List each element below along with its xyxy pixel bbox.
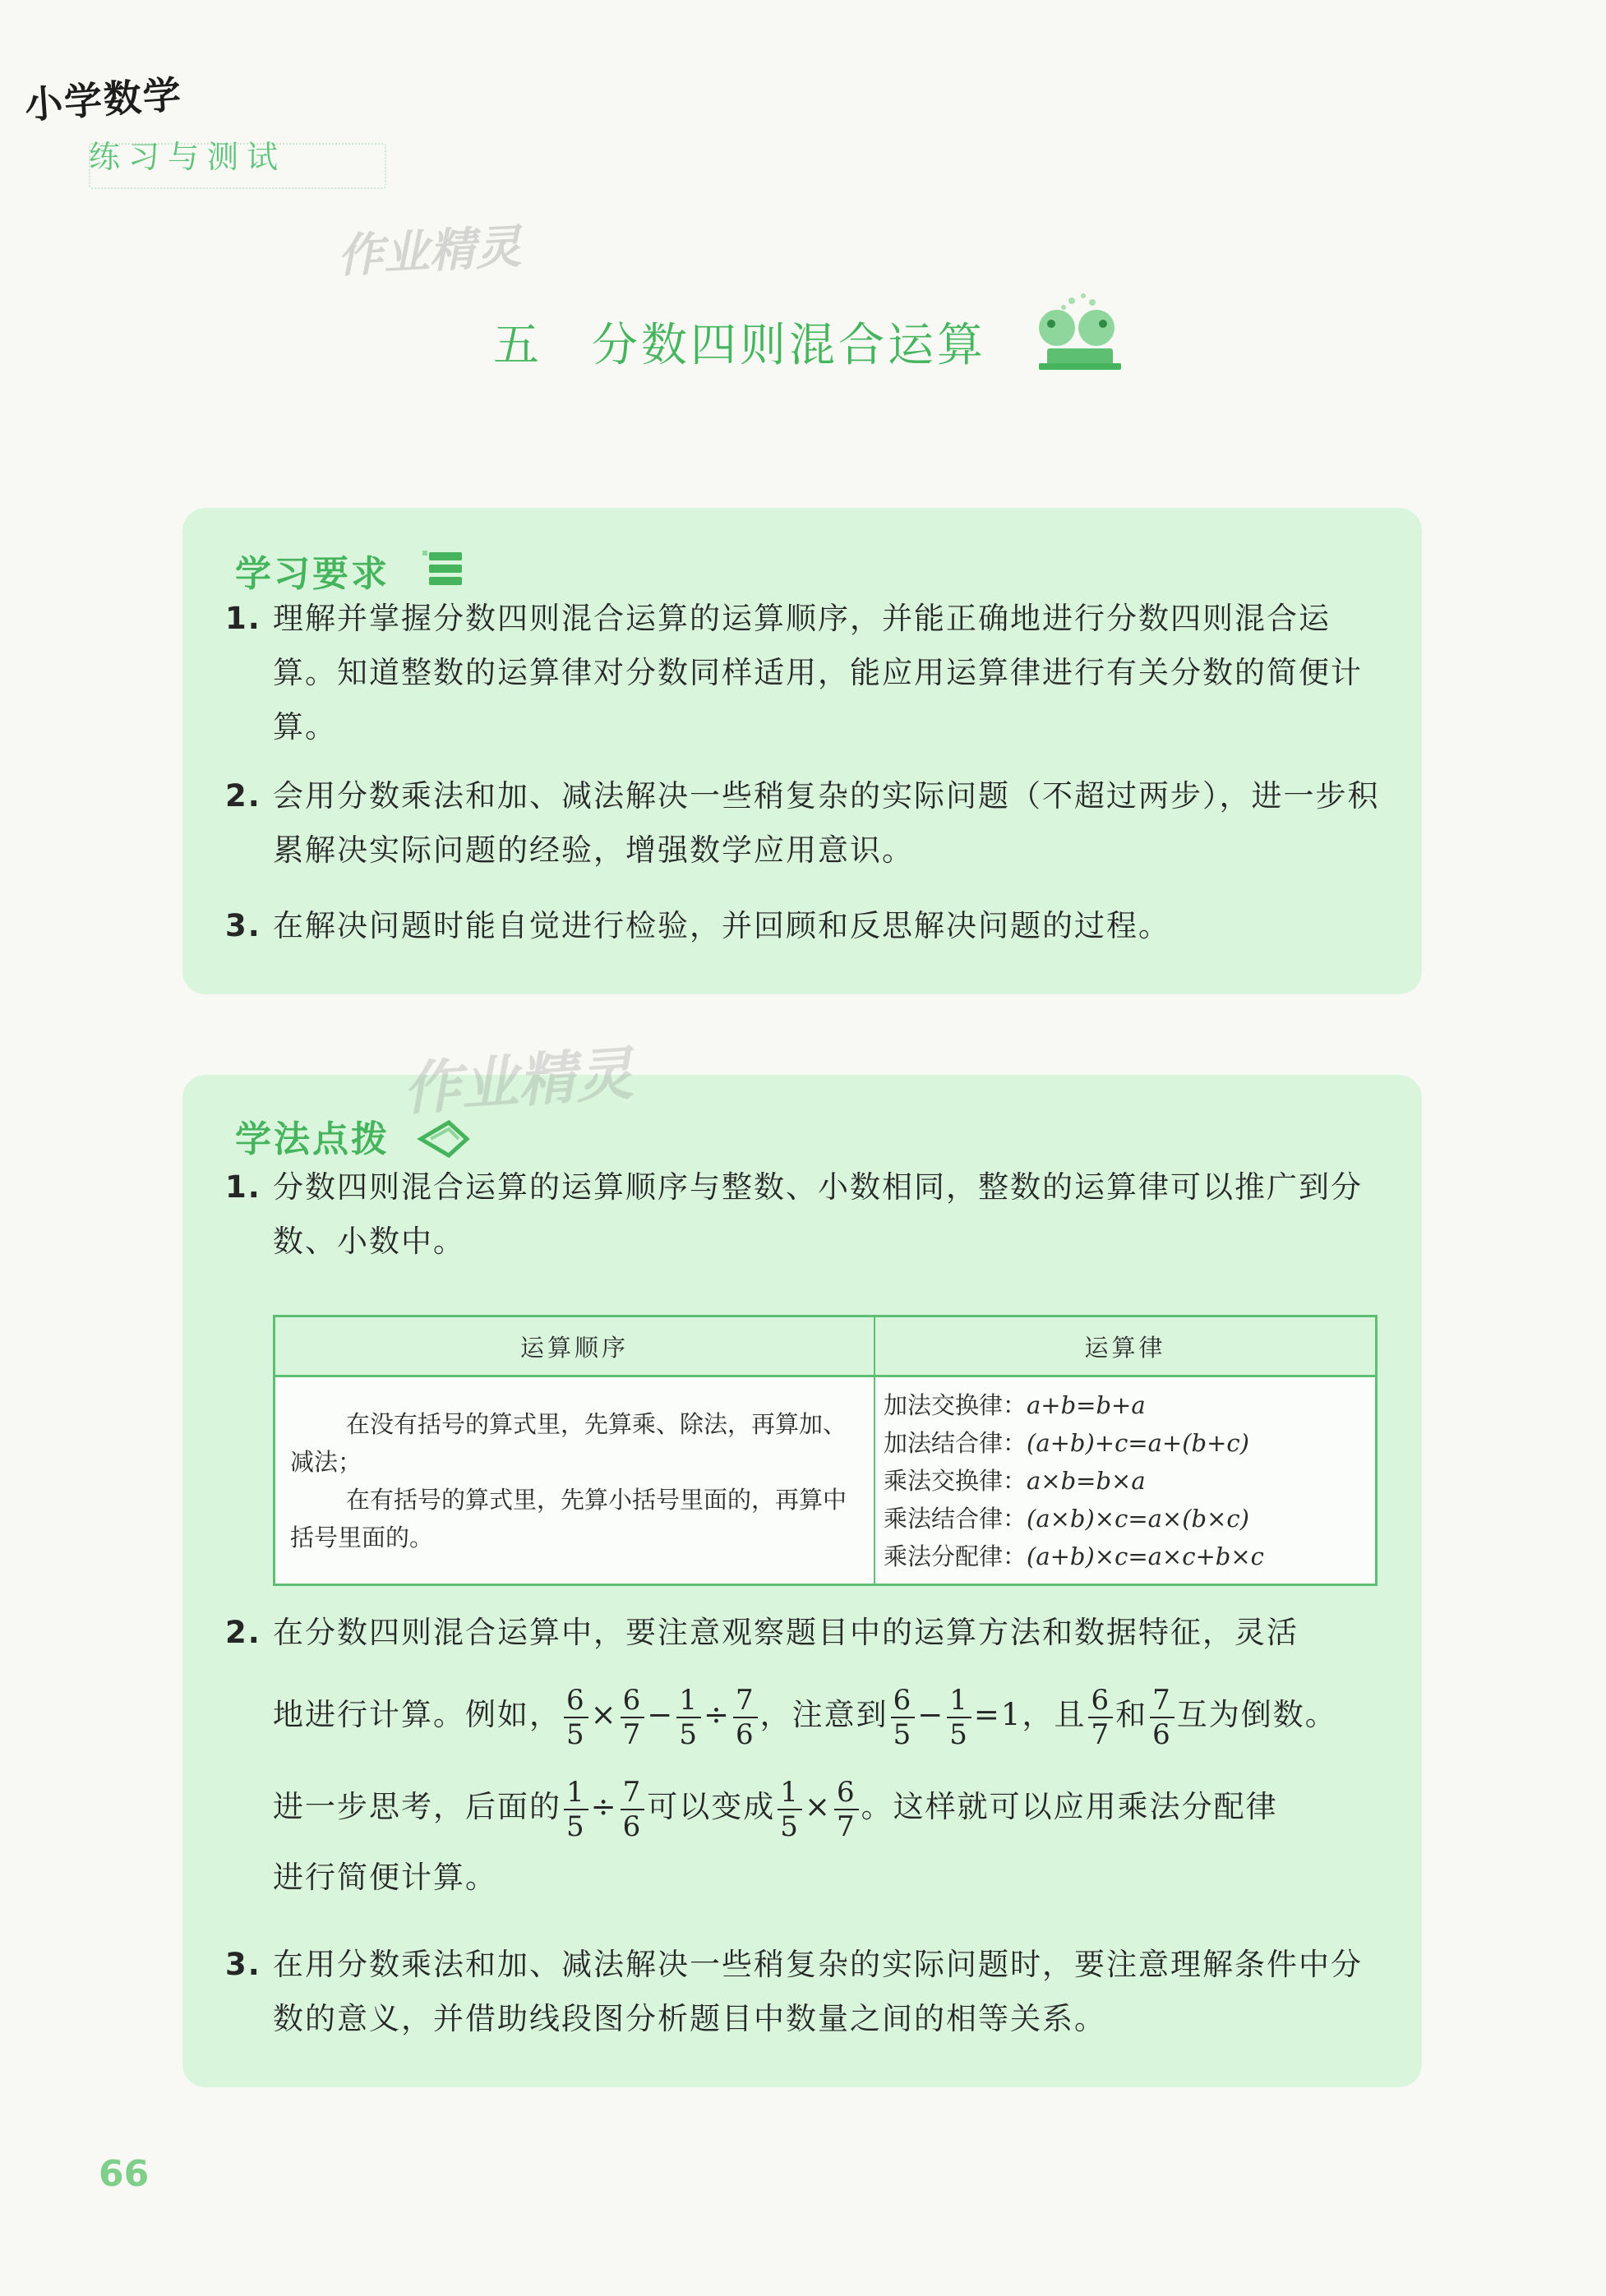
chapter-number: 五 bbox=[493, 319, 542, 372]
fraction: $\frac{7}{6}$ bbox=[1150, 1686, 1175, 1749]
list-item: 2. 在分数四则混合运算中，要注意观察题目中的运算方法和数据特征，灵活 地进行计算。例如， $\frac{6}{5}$ × $\frac{6}{7}$ − $\frac{1}{5}$ ÷ $\frac{7}{6}$ ，注意到 $\frac{6}{5}$ − $\frac{1}{5}$ =1，且 $\frac{6}{7}$ 和 $\frac{7}{6}$ 互为倒数。 进一步思考，后面的 $\frac{1}{5}$ ÷ $\frac{7}{6}$ 可以变成 $\frac{1}{5}$ × $\frac{6}{7}$ 。这样就可以应用乘法分配律 进行简便计算。 bbox=[225, 1615, 1337, 1895]
book-stack-icon bbox=[421, 547, 470, 590]
page-number: 66 bbox=[99, 2153, 150, 2195]
study-tips-panel bbox=[182, 1075, 1422, 2087]
chapter-decoration-icon bbox=[1014, 291, 1138, 373]
fraction: $\frac{6}{7}$ bbox=[1088, 1686, 1113, 1749]
panel-title: 学习要求 bbox=[235, 553, 390, 595]
operation-order-cell: 在没有括号的算式里，先算乘、除法，再算加、减法； 在有括号的算式里，先算小括号里面的，再算中括号里面的。 bbox=[290, 1409, 847, 1551]
list-item: 2. 会用分数乘法和加、减法解决一些稍复杂的实际问题（不超过两步），进一步积累解决实际问题的经验，增强数学应用意识。 bbox=[225, 778, 1380, 868]
table-header-laws: 运算律 bbox=[875, 1316, 1377, 1376]
operation-rules-table bbox=[273, 1315, 1378, 1586]
law-row: 乘法分配律：(a+b)×c=a×c+b×c bbox=[884, 1542, 1264, 1570]
fraction: $\frac{6}{5}$ bbox=[564, 1686, 588, 1749]
book-subtitle: 练习与测试 bbox=[89, 139, 287, 175]
fraction: $\frac{7}{6}$ bbox=[733, 1686, 758, 1749]
law-row: 加法交换律：a+b=b+a bbox=[884, 1390, 1146, 1419]
list-item: 1. 理解并掌握分数四则混合运算的运算顺序，并能正确地进行分数四则混合运算。知道整数的运算律对分数同样适用，能应用运算律进行有关分数的简便计算。 bbox=[225, 601, 1363, 745]
list-item: 3. 在用分数乘法和加、减法解决一些稍复杂的实际问题时，要注意理解条件中分数的意义，并借助线段图分析题目中数量之间的相等关系。 bbox=[225, 1947, 1363, 2036]
book-series-title: 小学数学 bbox=[23, 71, 184, 127]
law-row: 乘法结合律：(a×b)×c=a×(b×c) bbox=[884, 1504, 1249, 1533]
fraction: $\frac{1}{5}$ bbox=[778, 1778, 802, 1841]
fraction: $\frac{7}{6}$ bbox=[621, 1778, 645, 1841]
fraction: $\frac{1}{5}$ bbox=[564, 1778, 588, 1841]
panel-title: 学法点拨 bbox=[235, 1118, 390, 1160]
watermark: 作业精灵 bbox=[400, 1040, 635, 1123]
table-header-order: 运算顺序 bbox=[275, 1316, 875, 1376]
learning-requirements-panel bbox=[182, 508, 1422, 994]
law-row: 加法结合律：(a+b)+c=a+(b+c) bbox=[884, 1428, 1249, 1457]
fraction: $\frac{6}{7}$ bbox=[621, 1686, 645, 1749]
chapter-name: 分数四则混合运算 bbox=[592, 319, 986, 372]
fraction: $\frac{1}{5}$ bbox=[947, 1686, 971, 1749]
list-item: 1. 分数四则混合运算的运算顺序与整数、小数相同，整数的运算律可以推广到分数、小数中。 bbox=[225, 1169, 1363, 1259]
fraction: $\frac{6}{7}$ bbox=[834, 1778, 859, 1841]
fraction: $\frac{1}{5}$ bbox=[676, 1686, 701, 1749]
watermark: 作业精灵 bbox=[335, 220, 523, 284]
law-row: 乘法交换律：a×b=b×a bbox=[884, 1466, 1146, 1495]
chapter-title bbox=[493, 309, 986, 375]
list-item: 3. 在解决问题时能自觉进行检验，并回顾和反思解决问题的过程。 bbox=[225, 908, 1170, 943]
fraction: $\frac{6}{5}$ bbox=[891, 1686, 916, 1749]
operation-laws-cell bbox=[875, 1376, 1377, 1585]
